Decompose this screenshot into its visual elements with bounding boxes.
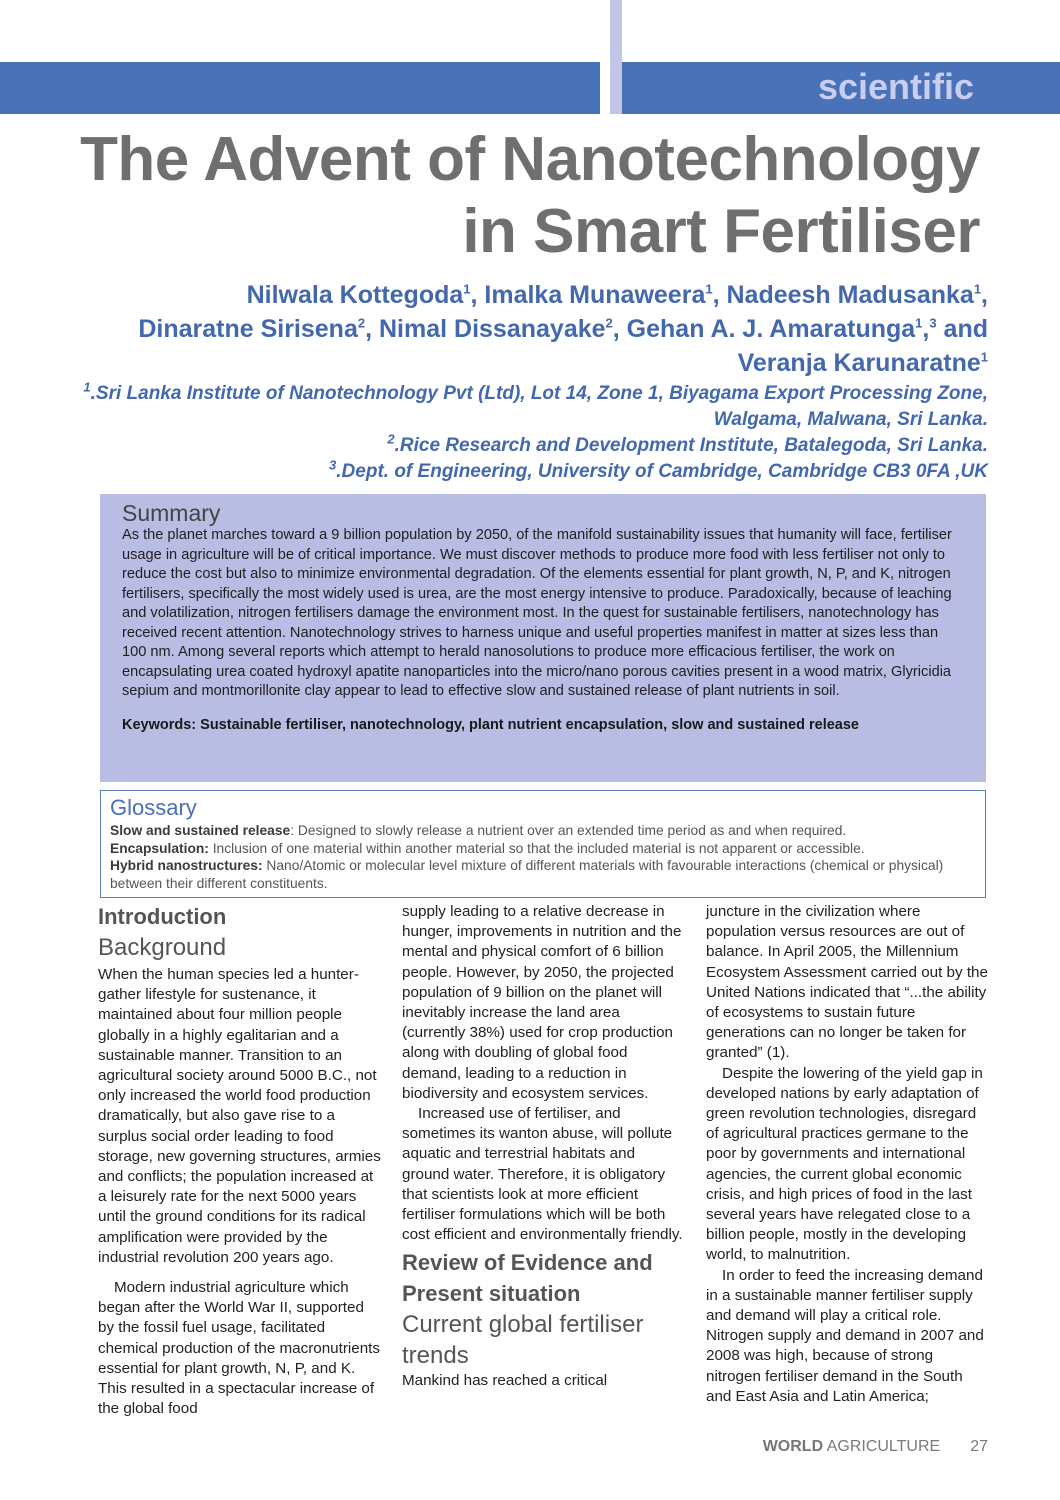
paragraph: supply leading to a relative decrease in hunger, improvements in nutrition and the mental and physical comfort of 6 billion people. However, by 2050, the projected population of 9 billion on the planet will inevitably increase the land area (currently 38%) used for crop production along with doubling of global food demand, leading to a reduction in biodiversity and ecosystem services. <box>402 903 682 1102</box>
author-sup: 2 <box>605 315 613 331</box>
paragraph: Mankind has reached a critical <box>402 1372 608 1390</box>
glossary-def: Nano/Atomic or molecular level mixture of different materials with favourable interactions (chemical or physical) between their different constituents. <box>110 858 944 891</box>
affiliation <box>48 433 988 459</box>
footer-brand-rest: AGRICULTURE <box>823 1438 941 1455</box>
author-sup: 3 <box>929 315 937 331</box>
author-sup: 2 <box>357 315 366 331</box>
author-name: Nimal Dissanayake <box>379 315 606 343</box>
introduction-heading: Introduction <box>98 904 227 929</box>
header-band-left <box>0 62 600 114</box>
affiliation-text: .Sri Lanka Institute of Nanotechnology Pvt (Ltd), Lot 14, Zone 1, Biyagama Export Processing Zone, Walgama, Malwana, Sri Lanka. <box>90 383 988 430</box>
affiliation-list <box>48 381 988 485</box>
affiliation-sup: 1 <box>83 379 91 395</box>
author-sep: , <box>470 281 485 309</box>
page-number: 27 <box>970 1438 988 1455</box>
author-sup: 1 <box>705 281 713 297</box>
author-name: Dinaratne Sirisena <box>138 315 358 343</box>
paragraph: Despite the lowering of the yield gap in developed nations by early adaptation of green revolution technologies, disregard of agricultural practices germane to the poor by governments and international agencies, the current global economic crisis, and high prices of food in the last several years have relegated close to a billion people, mostly in the developing world, to malnutrition. <box>706 1064 983 1264</box>
paragraph: When the human species led a hunter-gather lifestyle for sustenance, it maintained about four million people globally in a highly egalitarian and a sustainable manner. Transition to an agricultural society around 5000 B.C., not only increased the world food production dramatically, but also gave rise to a surplus social order leading to food storage, new governing structures, armies and conflicts; the population increased at a leisurely rate for the next 5000 years until the ground conditions for its radical amplification were provided by the industrial revolution 200 years ago. <box>98 966 381 1266</box>
body-column-3 <box>706 902 990 1407</box>
affiliation <box>48 459 988 485</box>
author-list <box>68 278 988 380</box>
background-heading: Background <box>98 934 227 961</box>
summary-box <box>100 494 986 782</box>
glossary-entries <box>110 822 976 892</box>
author-sup: 1 <box>463 281 471 297</box>
affiliation-sup: 3 <box>329 457 337 473</box>
keywords: Keywords: Sustainable fertiliser, nanotechnology, plant nutrient encapsulation, slow and sustained release <box>122 716 859 733</box>
footer-brand-bold: WORLD <box>762 1438 824 1455</box>
author-sep: , <box>365 315 379 343</box>
affiliation <box>48 381 988 433</box>
title-line-2: in Smart Fertiliser <box>462 197 980 266</box>
section-label: scientific <box>817 66 974 107</box>
paragraph: juncture in the civilization where population versus resources are out of balance. In April 2005, the Millennium Ecosystem Assessment carried out by the United Nations indicated that “...the ability of ecosystems to sustain future generations can no longer be taken for granted” (1). <box>706 903 988 1062</box>
article-title <box>40 124 980 268</box>
paragraph: Modern industrial agriculture which began after the World War II, supported by the fossil fuel usage, facilitated chemical production of the macronutrients essential for plant growth, N, P, and K. This resulted in a spectacular increase of the global food <box>98 1279 380 1418</box>
author-sep: , <box>612 315 627 343</box>
author-name: Veranja Karunaratne <box>737 349 981 377</box>
affiliation-sup: 2 <box>387 431 395 447</box>
author-sep: , <box>712 281 727 309</box>
author-sup: 1 <box>980 349 988 365</box>
author-name: Nilwala Kottegoda <box>246 281 464 309</box>
summary-text: As the planet marches toward a 9 billion population by 2050, of the manifold sustainability issues that humanity will face, fertiliser usage in agriculture will be of critical importance. We must discover methods to produce more food with less fertiliser not only to reduce the cost but also to minimize environmental degradation. Of the elements essential for plant growth, N, P, and K, nitrogen fertilisers, specifically the most widely used is urea, are the most energy intensive to produce. Paradoxically, because of leaching and volatilization, nitrogen fertilisers damage the environment most. In the quest for sustainable fertilisers, nanotechnology has received recent attention. Nanotechnology strives to harness unique and useful properties manifest in matter at sizes less than 100 nm. Among several reports which attempt to herald nanosolutions to produce more efficacious fertiliser, the work on encapsulating urea coated hydroxyl apatite nanoparticles into the micro/nano porous cavities present in a wood matrix, Glyricidia sepium and montmorillonite clay appear to lead to effective slow and sustained release of plant nutrients in soil. <box>122 527 952 699</box>
author-name: Nadeesh Madusanka <box>726 281 974 309</box>
review-heading: Review of Evidence and Present situation <box>402 1250 653 1307</box>
author-name: Imalka Munaweera <box>484 281 706 309</box>
author-name: Gehan A. J. Amaratunga <box>626 315 916 343</box>
affiliation-text: .Dept. of Engineering, University of Cambridge, Cambridge CB3 0FA ,UK <box>336 461 988 482</box>
body-column-2 <box>402 902 686 1392</box>
glossary-heading: Glossary <box>110 795 197 820</box>
trends-heading: Current global fertiliser trends <box>402 1311 644 1370</box>
body-column-1 <box>98 902 382 1419</box>
glossary-def: Inclusion of one material within another material so that the included material is not apparent or accessible. <box>208 840 865 856</box>
author-sep: , <box>981 281 988 309</box>
glossary-box <box>100 790 986 898</box>
author-sup: 1 <box>973 281 982 297</box>
author-sup: 1 <box>915 315 923 331</box>
glossary-term: Encapsulation: <box>110 840 209 856</box>
author-sep: , <box>922 315 930 343</box>
glossary-def: : Designed to slowly release a nutrient over an extended time period as and when required. <box>290 823 847 838</box>
affiliation-text: .Rice Research and Development Institute, Batalegoda, Sri Lanka. <box>394 435 988 456</box>
author-sep: and <box>936 315 988 343</box>
title-line-1: The Advent of Nanotechnology <box>80 125 980 194</box>
page-footer <box>763 1436 988 1458</box>
glossary-term: Hybrid nanostructures: <box>110 858 263 873</box>
header-vertical-bar <box>610 0 622 114</box>
paragraph: Increased use of fertiliser, and sometimes its wanton abuse, will pollute aquatic and terrestrial habitats and ground water. Therefore, it is obligatory that scientists look at more efficient fertiliser formulations which will be both cost efficient and environmentally friendly. <box>402 1105 683 1244</box>
glossary-term: Slow and sustained release <box>110 823 291 838</box>
summary-heading: Summary <box>122 500 221 526</box>
paragraph: In order to feed the increasing demand in a sustainable manner fertiliser supply and demand will play a critical role. Nitrogen supply and demand in 2007 and 2008 was high, because of strong nitrogen fertiliser demand in the South and East Asia and Latin America; <box>706 1266 984 1405</box>
